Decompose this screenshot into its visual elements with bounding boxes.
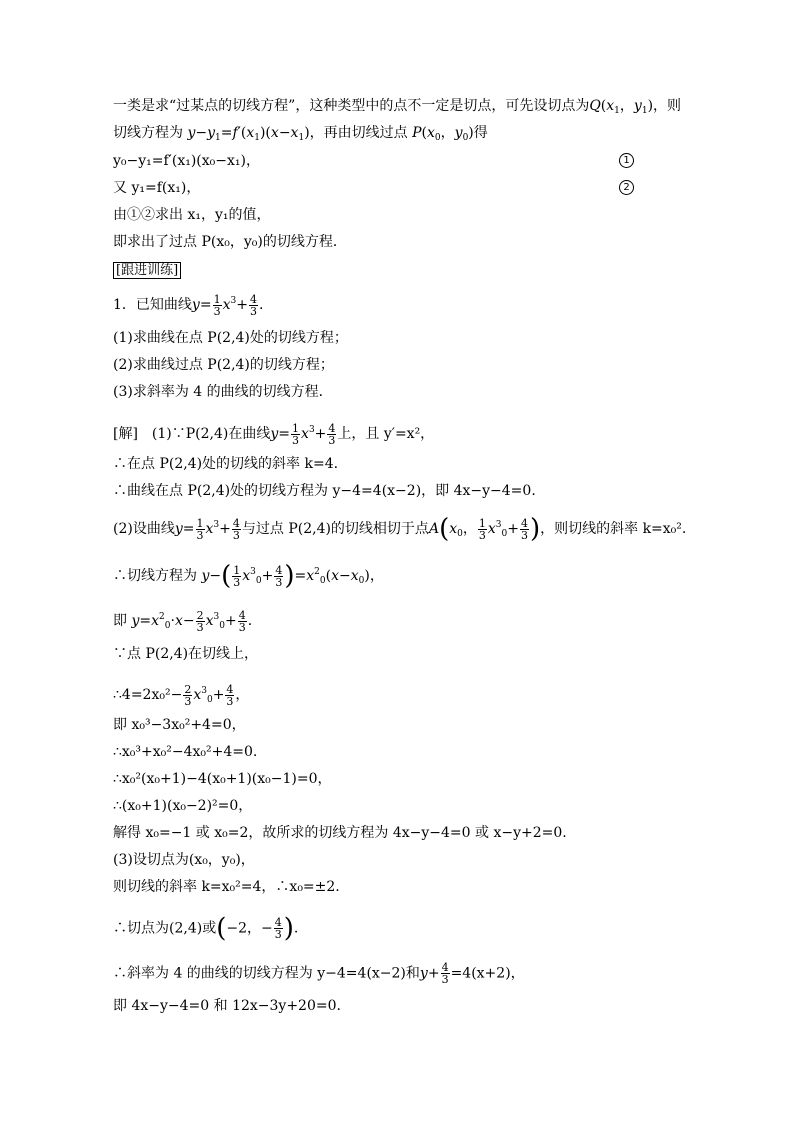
question-part-2: (2)求曲线过点 P(2,4)的切线方程； [113, 357, 334, 373]
solution-line: ∴切点为(2,4)或(−2，− $\frac{4}{3}$ ). [113, 913, 299, 944]
solution-line: 即 4x−y−4=0 和 12x−3y+20=0. [113, 998, 341, 1014]
solution-line: ∴x₀³+x₀²−4x₀²+4=0. [113, 744, 258, 760]
text-line: 由①②求出 x₁，y₁的值， [113, 207, 271, 223]
solution-line: ∴斜率为 4 的曲线的切线方程为 y−4=4(x−2)和y+ $\frac{4}{3}$ =4(x+2)， [113, 961, 525, 986]
solution-line: (2)设曲线y= $\frac{1}{3}$ $x^3+$ $\frac{4}{3}$ 与过点 P(2,4)的切线相切于点$A(x_0$， $\frac{1}{3}$ $x^3_0+$ $\frac{4}{3}$ )，则切线的斜率 k=x₀². [113, 514, 687, 544]
solution-line: ∴x₀²(x₀+1)−4(x₀+1)(x₀−1)=0， [113, 771, 332, 787]
equation-1: y₀−y₁=f′(x₁)(x₀−x₁)， [113, 153, 260, 169]
solution-line: ∴在点 P(2,4)处的切线的斜率 k=4. [113, 456, 339, 472]
equation-marker-1: 1 [619, 153, 634, 168]
solution-line: 即 $y=x^2_0\cdot x-$ $\frac{2}{3}$ $x^3_0+$ $\frac{4}{3}$ . [113, 608, 253, 634]
question-part-1: (1)求曲线在点 P(2,4)处的切线方程； [113, 330, 348, 346]
solution-line: ∴4=2x₀²− $\frac{2}{3}$ $x^3_0+$ $\frac{4}{3}$ ， [113, 682, 250, 708]
solution-line: ∴曲线在点 P(2,4)处的切线方程为 y−4=4(x−2)，即 4x−y−4=0. [113, 483, 536, 499]
question-part-3: (3)求斜率为 4 的曲线的切线方程． [113, 384, 333, 400]
solution-line: ∵点 P(2,4)在切线上， [113, 646, 259, 662]
equation-marker-2: 2 [619, 180, 634, 195]
solution-line: (3)设切点为(x₀，y₀)， [113, 852, 255, 868]
solution-line: 则切线的斜率 k=x₀²=4，∴x₀=±2. [113, 879, 340, 895]
solution-line: ∴(x₀+1)(x₀−2)²=0， [113, 798, 253, 814]
solution-line: 解得 x₀=−1 或 x₀=2，故所求的切线方程为 4x−y−4=0 或 x−y+2=0. [113, 825, 567, 841]
solution-line: ∴切线方程为 y−( $\frac{1}{3}$ $x^3_0+$ $\frac{4}{3}$ )$=x^2_0(x-x_0)$， [113, 561, 384, 591]
solution-line: 即 x₀³−3x₀²+4=0， [113, 717, 246, 733]
section-tag: [跟进训练] [113, 262, 181, 279]
equation-2: 又 y₁=f(x₁)， [113, 180, 201, 196]
solution-line: [解] (1)∵P(2,4)在曲线y= $\frac{1}{3}$ $x^3+$ $\frac{4}{3}$ 上，且 y′=x²， [113, 421, 435, 447]
text-line: 即求出了过点 P(x₀，y₀)的切线方程． [113, 234, 347, 250]
question-1: 1．已知曲线y= $\frac{1}{3}$ $x^3+$ $\frac{4}{3}$ . [113, 292, 264, 318]
text-line: 切线方程为 $y-y_1=f'(x_1)(x-x_1)$，再由切线过点 $P(x_0$，$y_0$)得 [113, 125, 488, 143]
text-line: 一类是求“过某点的切线方程”，这种类型中的点不一定是切点，可先设切点为$Q(x_1$，$y_1$)，则 [113, 98, 682, 116]
